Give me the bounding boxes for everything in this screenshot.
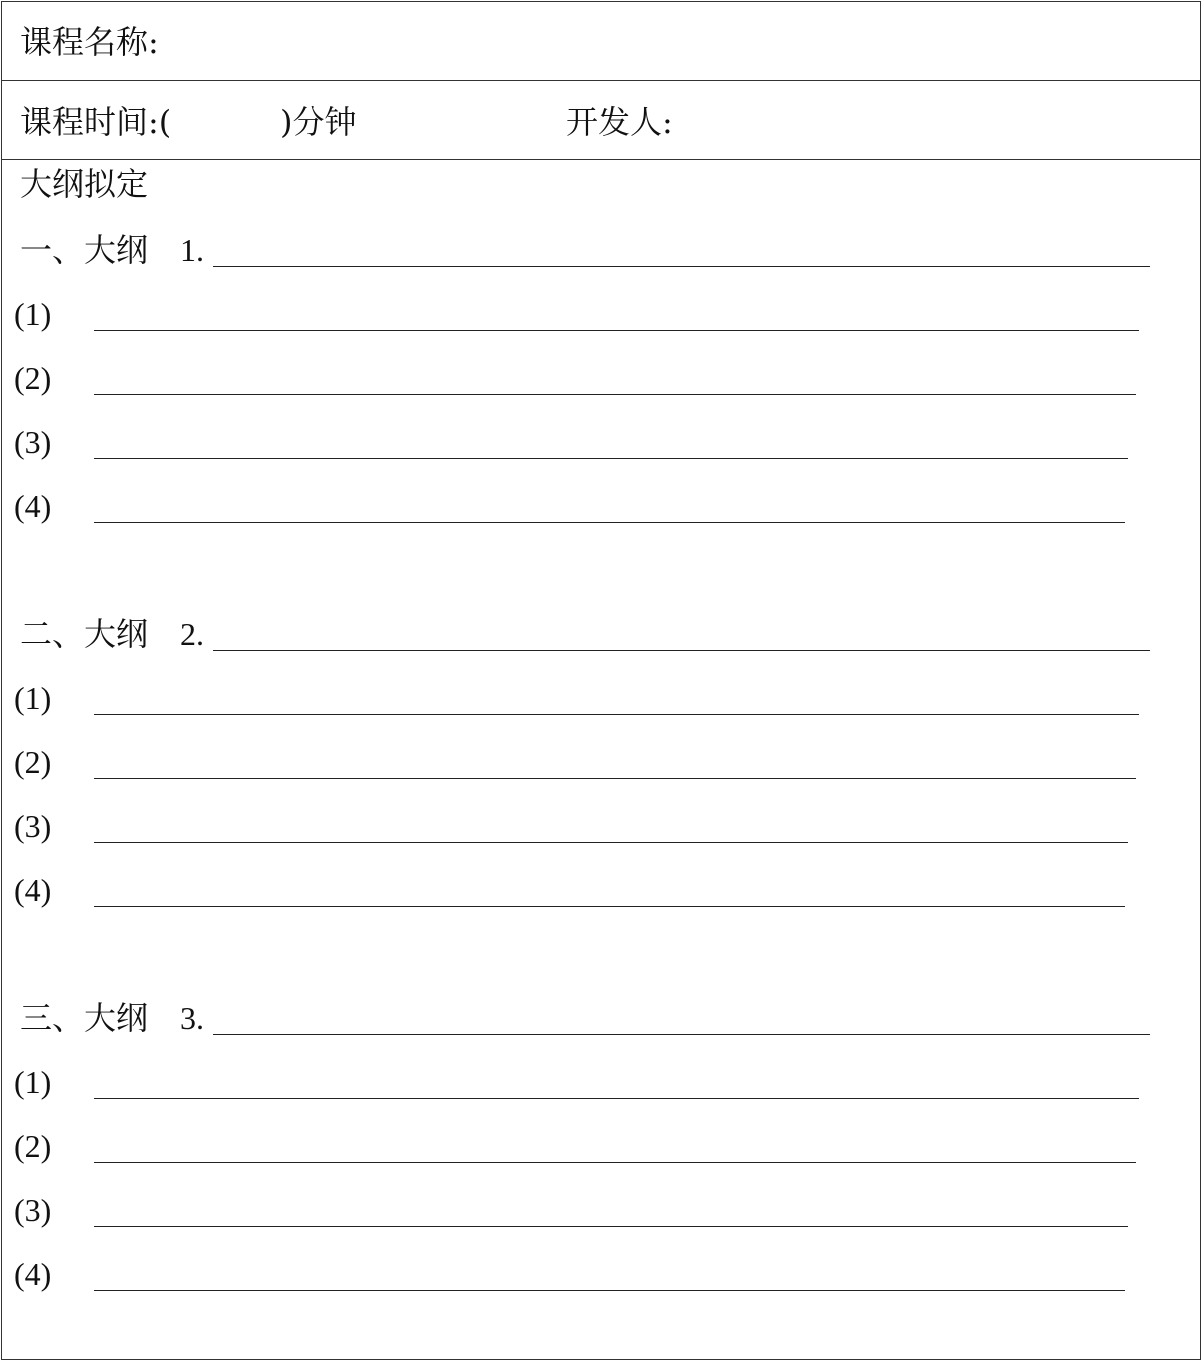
item-label: (1) [14, 680, 52, 716]
item-label: (3) [14, 808, 52, 844]
item-blank[interactable] [94, 714, 1139, 715]
item-blank[interactable] [94, 842, 1128, 843]
item-label: (2) [14, 744, 52, 780]
item-blank[interactable] [94, 458, 1128, 459]
item-blank[interactable] [94, 330, 1139, 331]
item-blank[interactable] [94, 394, 1136, 395]
header-divider-1 [2, 80, 1200, 81]
item-label: (2) [14, 360, 52, 396]
item-label: (1) [14, 296, 52, 332]
item-label: (3) [14, 424, 52, 460]
section-title-blank[interactable] [213, 1034, 1150, 1035]
outline-title: 大纲拟定 [20, 165, 149, 203]
item-label: (4) [14, 1256, 52, 1292]
item-blank[interactable] [94, 522, 1125, 523]
item-blank[interactable] [94, 1098, 1139, 1099]
item-label: (4) [14, 488, 52, 524]
section-heading: 一、大纲 [20, 231, 149, 269]
section-heading: 三、大纲 [20, 999, 149, 1037]
item-blank[interactable] [94, 778, 1136, 779]
item-label: (2) [14, 1128, 52, 1164]
section-title-blank[interactable] [213, 266, 1150, 267]
course-time-suffix: )分钟 [280, 103, 357, 141]
section-number: 1. [180, 232, 204, 268]
developer-label: 开发人: [566, 103, 673, 141]
item-blank[interactable] [94, 906, 1125, 907]
item-label: (4) [14, 872, 52, 908]
header-divider-2 [2, 159, 1200, 160]
section-title-blank[interactable] [213, 650, 1150, 651]
course-name-label: 课程名称: [20, 23, 159, 61]
item-blank[interactable] [94, 1226, 1128, 1227]
section-number: 2. [180, 616, 204, 652]
item-blank[interactable] [94, 1162, 1136, 1163]
course-time-label: 课程时间:( [20, 103, 172, 141]
section-number: 3. [180, 1000, 204, 1036]
item-label: (1) [14, 1064, 52, 1100]
section-heading: 二、大纲 [20, 615, 149, 653]
course-outline-form [1, 1, 1201, 1360]
item-label: (3) [14, 1192, 52, 1228]
item-blank[interactable] [94, 1290, 1125, 1291]
